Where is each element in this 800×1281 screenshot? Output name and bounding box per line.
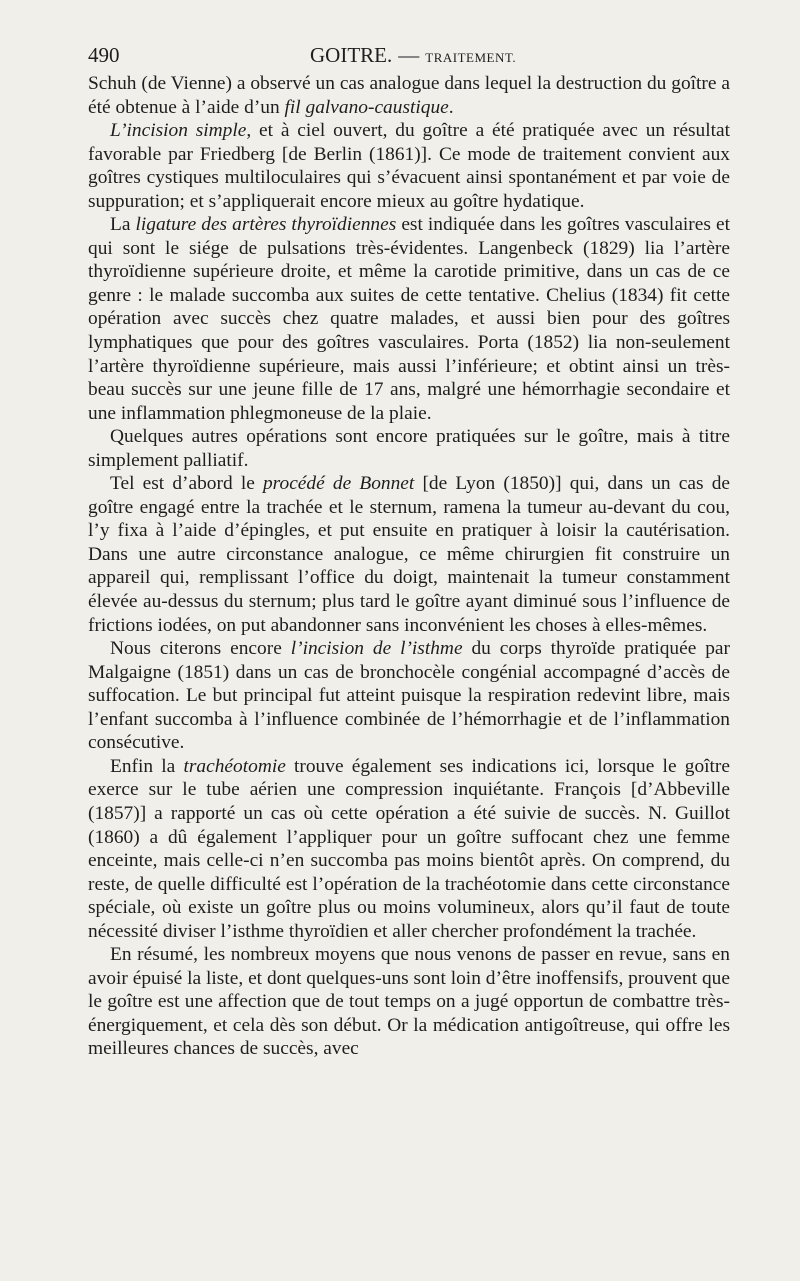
paragraph (88, 213, 730, 425)
body-text (88, 72, 730, 1061)
text-run: La (110, 214, 136, 236)
running-title (310, 40, 516, 73)
paragraph (88, 72, 730, 119)
text-run: Nous citerons encore (110, 638, 291, 660)
text-run: Tel est d’abord le (110, 473, 263, 495)
text-run: , et à ciel ouvert, du goître a été pratiquée avec un résultat favorable par Friedberg [de Berlin (1861)]. Ce mode de traitement convient aux goîtres cystiques multiloculaires qui s’évacuent ainsi spontanément et par voie de suppuration; et s’appliquerait encore mieux au goître hydatique. (88, 120, 730, 212)
page-number: 490 (88, 43, 120, 67)
italic-term: procédé de Bonnet (262, 473, 415, 495)
text-run: En résumé, les nombreux moyens que nous venons de passer en revue, sans en avoir épuisé la liste, et dont quelques-uns sont loin d’être inoffensifs, prouvent que le goître est une affection que de tout temps on a jugé opportun de combattre très-énergiquement, et cela dès son début. Or la médication antigoîtreuse, qui offre les meilleures chances de succès, avec (88, 944, 730, 1060)
section-title: TRAITEMENT. (425, 50, 517, 65)
italic-term: trachéotomie (183, 755, 286, 777)
running-header (88, 40, 730, 70)
paragraph (88, 119, 730, 213)
text-run: . (448, 96, 454, 118)
italic-term: ligature des artères thyroïdiennes (135, 214, 397, 236)
paragraph (88, 755, 730, 943)
italic-term: fil galvano-caustique (284, 96, 449, 118)
text-run: est indiquée dans les goîtres vasculaires et qui sont le siége de pulsations très-évidentes. Langenbeck (1829) lia l’artère thyroïdienne supérieure droite, et même la carotide primitive, dans un cas de ce genre : le malade succomba aux suites de cette tentative. Chelius (1834) fit cette opération avec succès chez quatre malades, et aussi bien pour des goîtres lymphatiques que pour des goîtres vasculaires. Porta (1852) lia non-seulement l’artère thyroïdienne supérieure, mais aussi l’inférieure; et obtint ainsi un très-beau succès sur une jeune fille de 17 ans, malgré une hémorrhagie secondaire et une inflammation phlegmoneuse de la plaie. (88, 214, 730, 424)
italic-term: L’incision simple (110, 120, 247, 142)
paragraph (88, 637, 730, 755)
paragraph (88, 425, 730, 472)
paragraph (88, 472, 730, 637)
paragraph (88, 943, 730, 1061)
italic-term: l’incision de l’isthme (290, 638, 463, 660)
text-run: Schuh (de Vienne) a observé un cas analogue dans lequel la destruction du goître a été obtenue à l’aide d’un (88, 73, 730, 118)
title-dash: — (398, 43, 420, 67)
text-run: Quelques autres opérations sont encore pratiquées sur le goître, mais à titre simplement palliatif. (88, 426, 730, 471)
chapter-title: GOITRE. (310, 43, 393, 67)
text-run: du corps thyroïde pratiquée par Malgaigne (1851) dans un cas de bronchocèle congénial accompagné d’accès de suffocation. Le but principal fut atteint puisque la respiration redevint libre, mais l’enfant succomba à l’influence combinée de l’hémorrhagie et de l’inflammation consécutive. (88, 638, 730, 754)
text-run: [de Lyon (1850)] qui, dans un cas de goître engagé entre la trachée et le sternum, ramena la tumeur au-devant du cou, l’y fixa à l’aide d’épingles, et put ensuite en pratiquer à loisir la cautérisation. Dans une autre circonstance analogue, ce même chirurgien fit construire un appareil qui, remplissant l’office du doigt, maintenait la tumeur constamment élevée au-dessus du sternum; plus tard le goître ayant diminué sous l’influence de frictions iodées, on put abandonner sans inconvénient les choses à elles-mêmes. (88, 473, 730, 636)
text-run: trouve également ses indications ici, lorsque le goître exerce sur le tube aérien une compression inquiétante. François [d’Abbeville (1857)] a rapporté un cas où cette opération a été suivie de succès. N. Guillot (1860) a dû également l’appliquer pour un goître suffocant chez une femme enceinte, mais celle-ci n’en succomba pas moins bientôt après. On comprend, du reste, de quelle difficulté est l’opération de la trachéotomie dans cette circonstance spéciale, où existe un goître plus ou moins volumineux, alors qu’il faut de toute nécessité diviser l’isthme thyroïdien et aller chercher profondément la trachée. (88, 755, 730, 942)
text-run: Enfin la (110, 755, 184, 777)
book-page (88, 40, 730, 1061)
